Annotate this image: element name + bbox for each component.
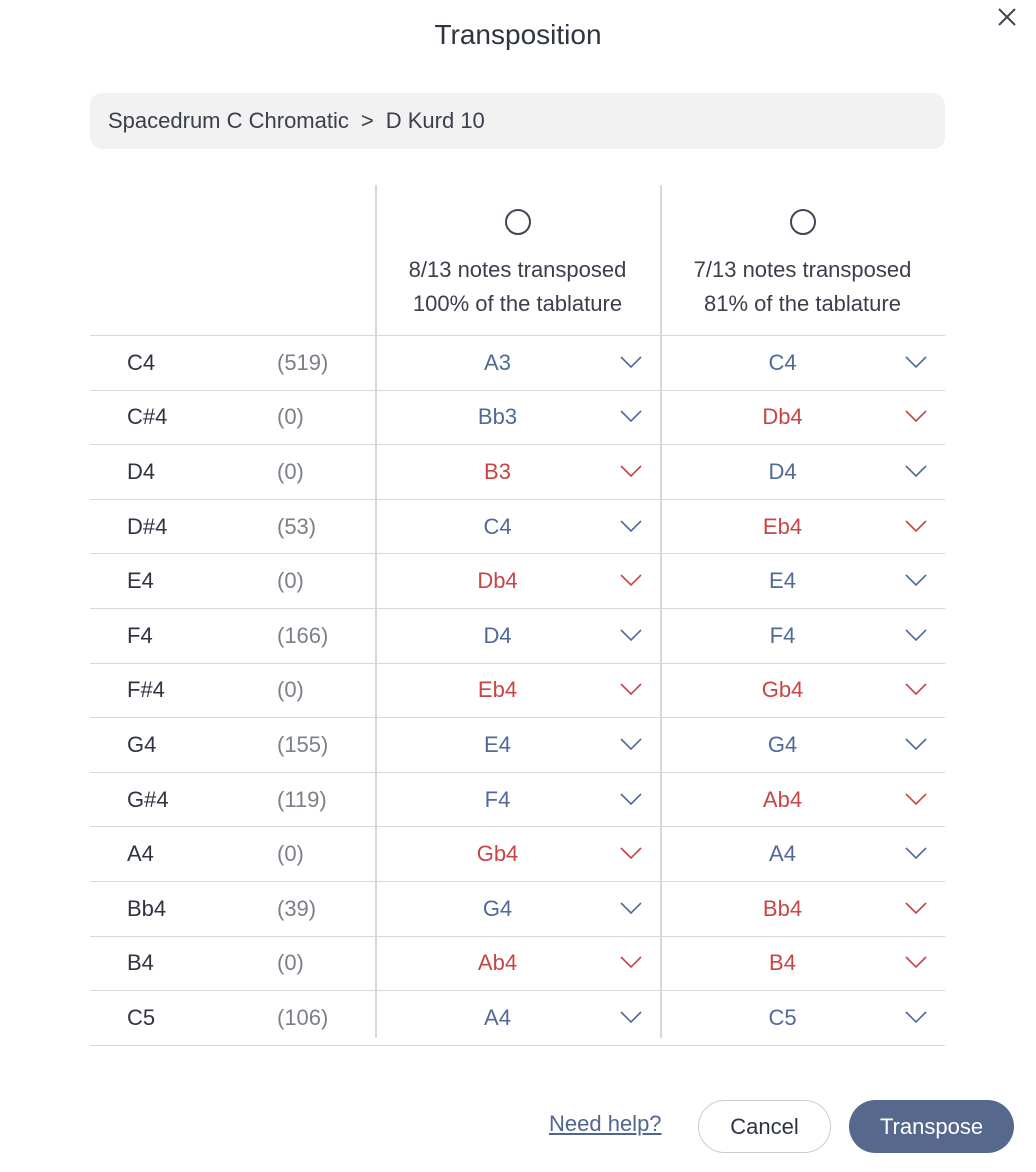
table-row xyxy=(90,991,945,1046)
option-2-note-select[interactable] xyxy=(660,336,945,390)
option-1-notes: 8/13 notes transposed xyxy=(408,257,627,282)
option-1-note-select[interactable] xyxy=(375,718,660,772)
option-2-note-value: A4 xyxy=(769,841,796,867)
option-2-percent: 81% of the tablature xyxy=(704,291,901,316)
option-1-note-value: C4 xyxy=(483,513,512,539)
dialog-title: Transposition xyxy=(434,19,602,50)
option-2-note-select[interactable] xyxy=(660,554,945,608)
option-1-note-value: G4 xyxy=(482,895,513,921)
option-2-note-value: Bb4 xyxy=(762,895,803,921)
option-1-note-select[interactable] xyxy=(375,554,660,608)
table-row xyxy=(90,827,945,882)
option-1-percent: 100% of the tablature xyxy=(412,291,623,316)
cancel-button[interactable]: Cancel xyxy=(698,1100,831,1153)
note-count: (39) xyxy=(277,895,317,921)
chevron-down-icon xyxy=(905,519,927,533)
chevron-down-icon xyxy=(905,955,927,969)
option-2-note-value: Db4 xyxy=(762,404,803,430)
chevron-down-icon xyxy=(620,464,642,478)
table-row xyxy=(90,391,945,446)
source-note: A4 xyxy=(127,841,154,867)
option-1-header xyxy=(375,185,660,335)
option-1-note-value: B3 xyxy=(484,458,511,484)
source-note: D4 xyxy=(127,458,156,484)
table-row xyxy=(90,500,945,555)
option-1-note-select[interactable] xyxy=(375,609,660,663)
source-note: C#4 xyxy=(127,404,168,430)
source-note: B4 xyxy=(127,950,154,976)
option-2-note-value: G4 xyxy=(767,731,798,757)
option-2-note-select[interactable] xyxy=(660,609,945,663)
note-count: (166) xyxy=(277,622,329,648)
note-count: (0) xyxy=(277,404,304,430)
chevron-down-icon xyxy=(620,628,642,642)
option-2-note-select[interactable] xyxy=(660,391,945,445)
chevron-down-icon xyxy=(905,737,927,751)
option-1-note-select[interactable] xyxy=(375,336,660,390)
chevron-down-icon xyxy=(620,955,642,969)
note-count: (106) xyxy=(277,1004,329,1030)
option-1-note-value: Eb4 xyxy=(477,677,518,703)
chevron-down-icon xyxy=(620,682,642,696)
option-1-note-value: A3 xyxy=(484,349,511,375)
table-row xyxy=(90,609,945,664)
source-note: G4 xyxy=(127,731,157,757)
chevron-down-icon xyxy=(905,792,927,806)
chevron-down-icon xyxy=(620,519,642,533)
chevron-down-icon xyxy=(620,737,642,751)
table-body xyxy=(90,336,945,1046)
chevron-down-icon xyxy=(620,355,642,369)
option-2-note-select[interactable] xyxy=(660,500,945,554)
source-note: G#4 xyxy=(127,786,169,812)
table-row xyxy=(90,445,945,500)
table-row xyxy=(90,773,945,828)
chevron-down-icon xyxy=(620,792,642,806)
table-row xyxy=(90,718,945,773)
option-1-note-select[interactable] xyxy=(375,391,660,445)
chevron-down-icon xyxy=(620,573,642,587)
table-row xyxy=(90,937,945,992)
need-help-link[interactable]: Need help? xyxy=(549,1111,662,1136)
option-2-note-select[interactable] xyxy=(660,827,945,881)
note-count: (155) xyxy=(277,731,329,757)
option-1-note-select[interactable] xyxy=(375,500,660,554)
option-2-note-select[interactable] xyxy=(660,773,945,827)
note-count: (0) xyxy=(277,950,304,976)
chevron-down-icon xyxy=(905,628,927,642)
note-count: (0) xyxy=(277,458,304,484)
option-2-notes: 7/13 notes transposed xyxy=(693,257,912,282)
chevron-down-icon xyxy=(905,846,927,860)
option-2-note-value: Ab4 xyxy=(762,786,803,812)
option-2-note-value: Gb4 xyxy=(761,677,804,703)
source-note: C5 xyxy=(127,1004,156,1030)
table-row xyxy=(90,336,945,391)
source-note: F4 xyxy=(127,622,153,648)
option-2-note-value: E4 xyxy=(769,568,796,594)
chevron-down-icon xyxy=(905,573,927,587)
transposition-table xyxy=(90,185,945,1046)
table-row xyxy=(90,882,945,937)
source-note: E4 xyxy=(127,568,154,594)
option-2-note-select[interactable] xyxy=(660,664,945,718)
option-1-note-value: Gb4 xyxy=(476,841,519,867)
chevron-down-icon xyxy=(620,901,642,915)
option-2-header xyxy=(660,185,945,335)
option-1-note-value: Bb3 xyxy=(477,404,518,430)
note-count: (119) xyxy=(277,786,327,812)
note-count: (0) xyxy=(277,677,304,703)
option-2-note-select[interactable] xyxy=(660,882,945,936)
option-1-note-value: E4 xyxy=(484,731,511,757)
chevron-down-icon xyxy=(905,464,927,478)
option-1-note-select[interactable] xyxy=(375,773,660,827)
transpose-button[interactable]: Transpose xyxy=(849,1100,1014,1153)
chevron-down-icon xyxy=(620,409,642,423)
option-1-note-value: Db4 xyxy=(477,568,518,594)
option-2-note-value: D4 xyxy=(768,458,797,484)
chevron-down-icon xyxy=(620,846,642,860)
chevron-down-icon xyxy=(905,901,927,915)
option-2-note-select[interactable] xyxy=(660,937,945,991)
option-1-note-value: F4 xyxy=(484,786,511,812)
note-count: (0) xyxy=(277,568,304,594)
option-1-note-select[interactable] xyxy=(375,445,660,499)
option-2-note-select[interactable] xyxy=(660,718,945,772)
table-header xyxy=(90,185,945,336)
option-1-note-value: D4 xyxy=(483,622,512,648)
chevron-down-icon xyxy=(905,355,927,369)
option-1-note-select[interactable] xyxy=(375,991,660,1045)
option-2-note-value: F4 xyxy=(769,622,796,648)
note-count: (53) xyxy=(277,513,317,539)
chevron-down-icon xyxy=(905,409,927,423)
breadcrumb-target: D Kurd 10 xyxy=(385,108,485,133)
option-1-note-value: Ab4 xyxy=(477,950,518,976)
option-2-note-value: B4 xyxy=(769,950,796,976)
option-2-note-select[interactable] xyxy=(660,445,945,499)
option-1-note-select[interactable] xyxy=(375,937,660,991)
source-note: D#4 xyxy=(127,513,168,539)
option-2-note-select[interactable] xyxy=(660,991,945,1045)
note-count: (519) xyxy=(277,349,329,375)
breadcrumb xyxy=(90,93,945,149)
note-count: (0) xyxy=(277,841,304,867)
table-row xyxy=(90,664,945,719)
breadcrumb-source: Spacedrum C Chromatic xyxy=(108,108,349,133)
option-2-radio[interactable] xyxy=(790,209,816,235)
source-note: F#4 xyxy=(127,677,165,703)
source-note: Bb4 xyxy=(127,895,167,921)
option-2-note-value: C4 xyxy=(768,349,797,375)
chevron-down-icon xyxy=(620,1010,642,1024)
chevron-down-icon xyxy=(905,682,927,696)
option-2-note-value: C5 xyxy=(768,1004,797,1030)
table-row xyxy=(90,554,945,609)
option-1-note-select[interactable] xyxy=(375,882,660,936)
option-1-note-select[interactable] xyxy=(375,664,660,718)
option-2-note-value: Eb4 xyxy=(762,513,803,539)
source-note: C4 xyxy=(127,349,156,375)
breadcrumb-separator: > xyxy=(360,108,374,133)
option-1-radio[interactable] xyxy=(505,209,531,235)
option-1-note-value: A4 xyxy=(484,1004,511,1030)
option-1-note-select[interactable] xyxy=(375,827,660,881)
chevron-down-icon xyxy=(905,1010,927,1024)
